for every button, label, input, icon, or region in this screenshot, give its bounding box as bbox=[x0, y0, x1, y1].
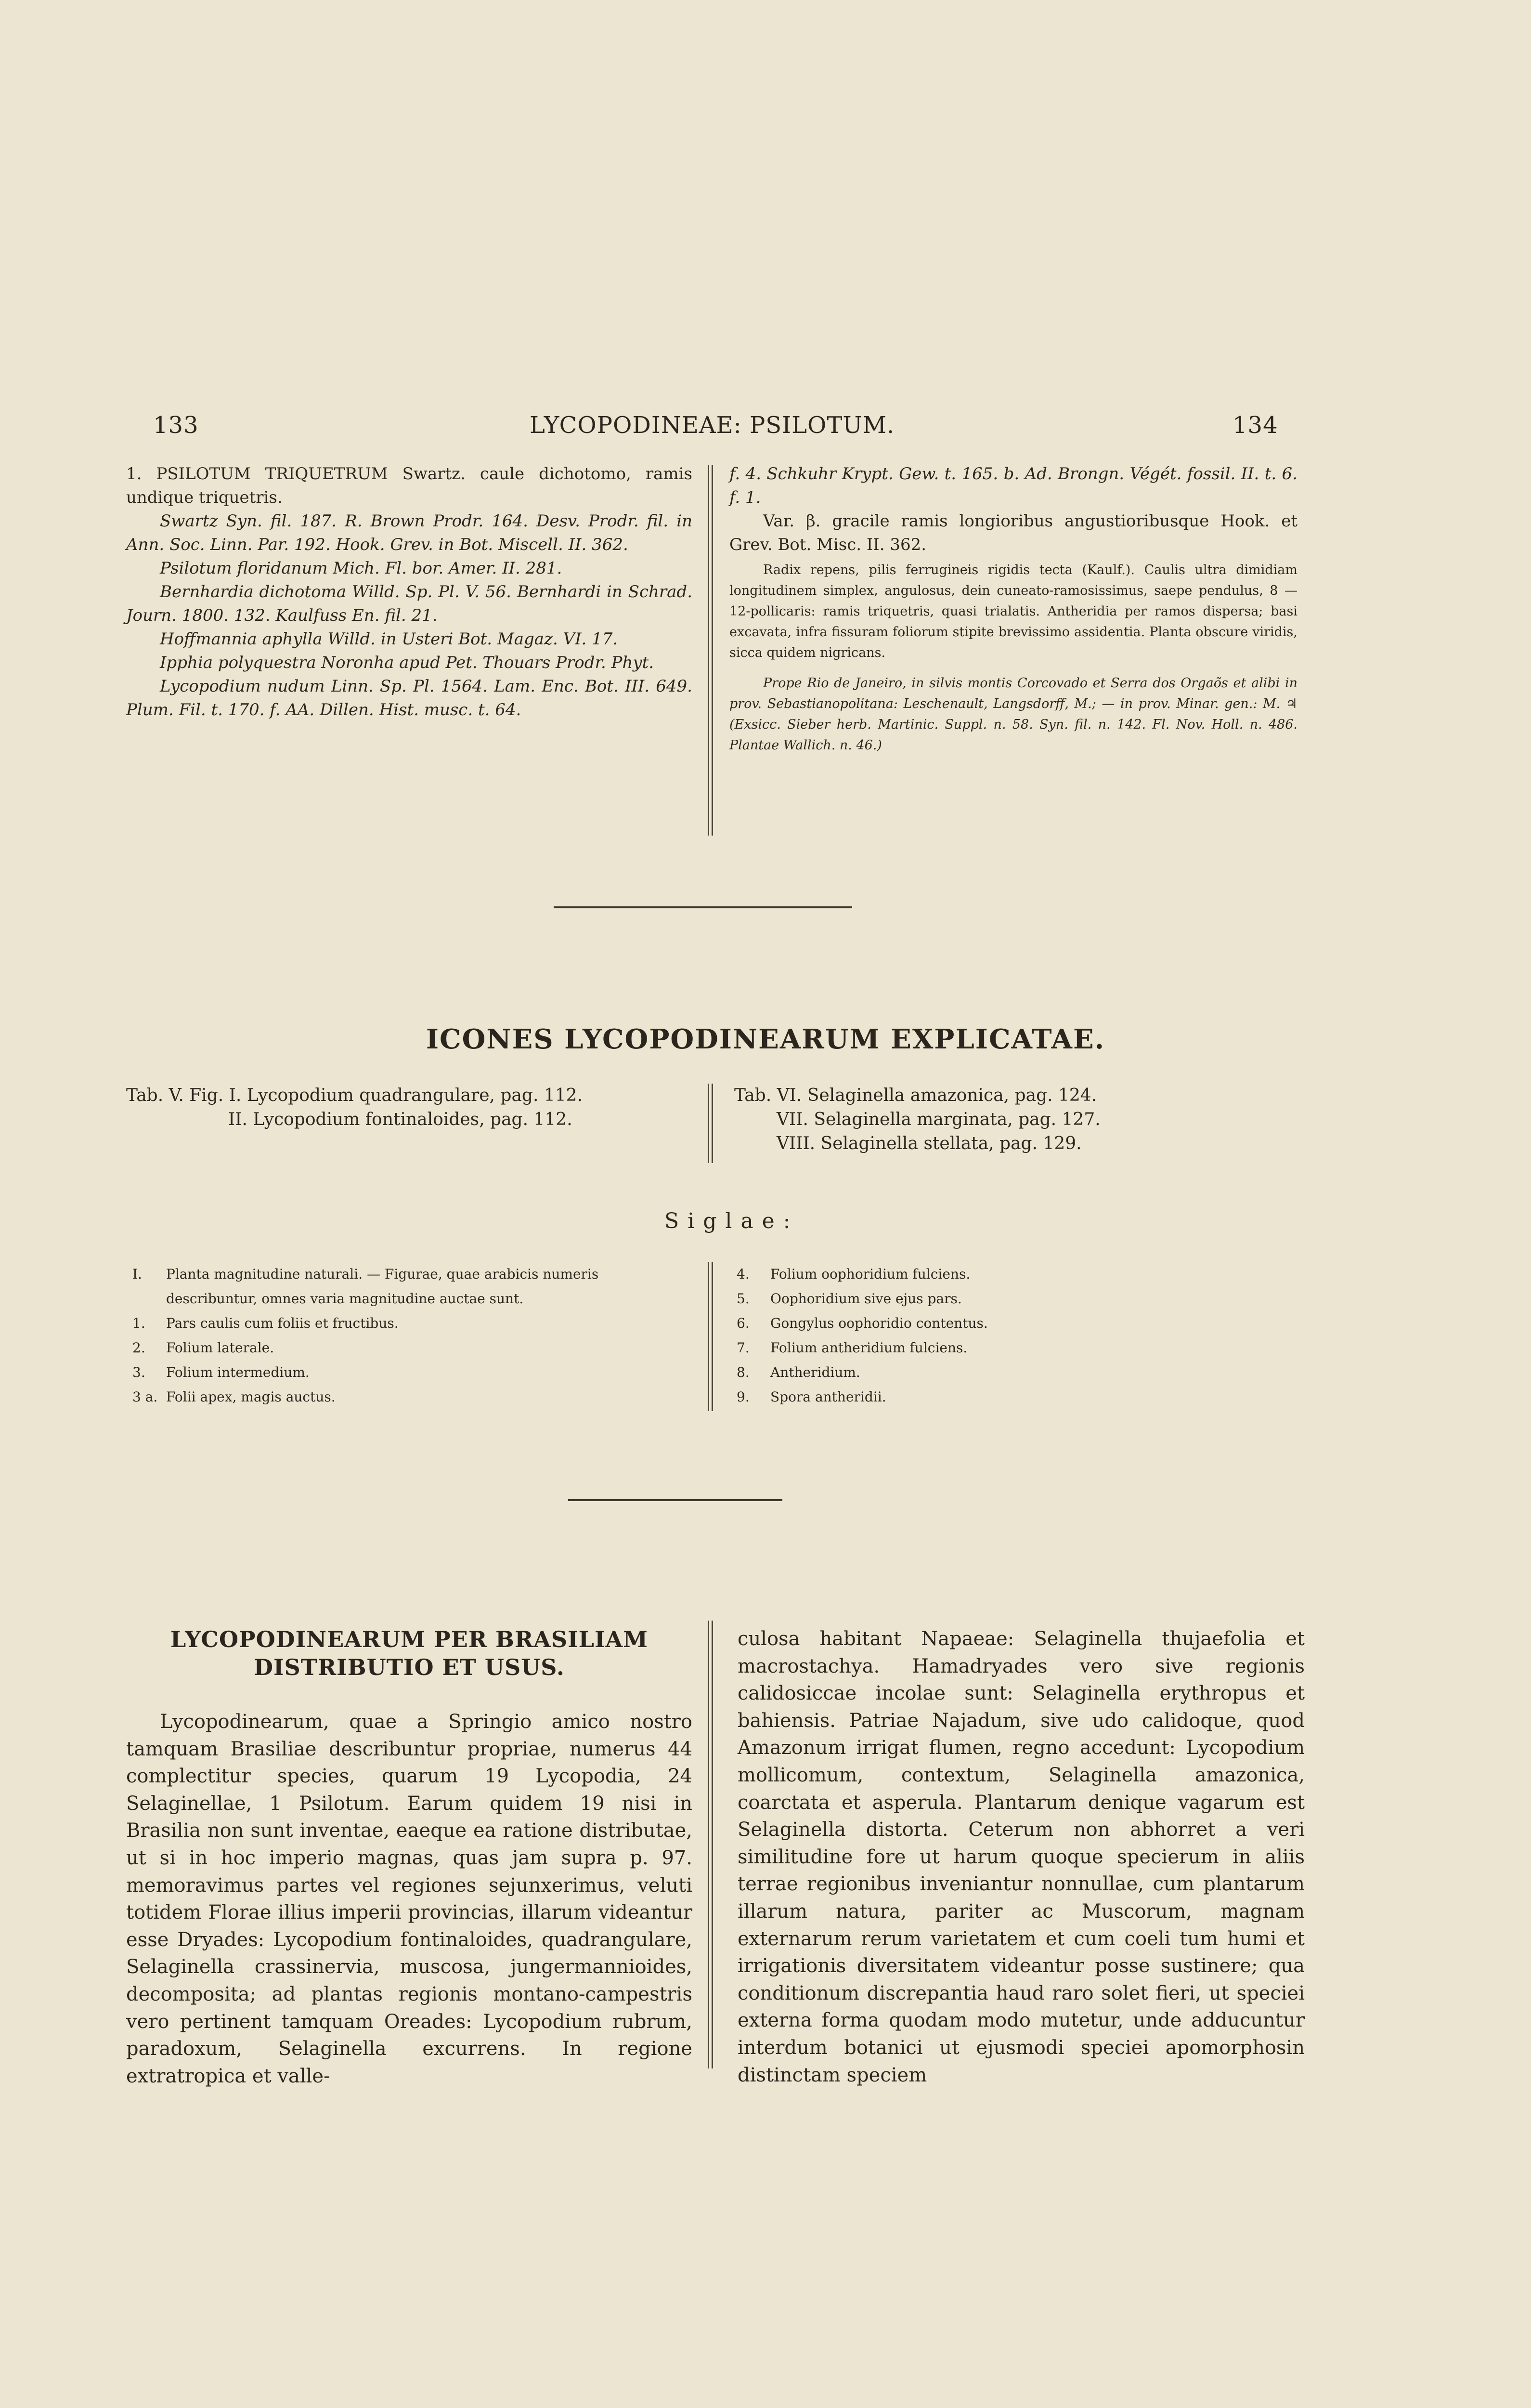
entry-ipphia: Ipphia polyquestra Noronha apud Pet. Thouars Prodr. Phyt. bbox=[160, 653, 654, 672]
sigla-row: 4. Folium oophoridium fulciens. bbox=[737, 1266, 971, 1282]
description-paragraph: Radix repens, pilis ferrugineis rigidis tecta (Kaulf.). Caulis ultra dimidiam longitudinem simplex, angulosus, dein cuneato-ramosissimus, saepe pendulus, 8 — 12-pollicaris: ramis triquetris, quasi trialatis. Antheridia per ramos dispersa; basi excavata, infra fissuram foliorum stipite brevissimo assidentia. Planta obscure viridis, sicca quidem nigricans. bbox=[729, 563, 1297, 660]
siglae-left-list bbox=[132, 1262, 696, 1409]
entry-hoffmannia: Hoffmannia aphylla Willd. in Usteri Bot. Magaz. VI. 17. bbox=[160, 629, 618, 649]
sigla-row: describuntur, omnes varia magnitudine auctae sunt. bbox=[166, 1291, 524, 1307]
sigla-row: 2. Folium laterale. bbox=[132, 1340, 274, 1356]
plates-right bbox=[734, 1084, 1101, 1156]
sigla-row: 6. Gongylus oophoridio contentus. bbox=[737, 1315, 988, 1331]
sigla-row: 3. Folium intermedium. bbox=[132, 1364, 310, 1380]
section-rule-2 bbox=[568, 1499, 782, 1501]
sigla-row: 7. Folium antheridium fulciens. bbox=[737, 1340, 968, 1356]
column-divider-body bbox=[708, 1621, 713, 2068]
entry-swartz: Swartz Syn. fil. 187. R. Brown Prodr. 164. Desv. Prodr. fil. in Ann. Soc. Linn. Par. 192. Hook. Grev. in Bot. Miscell. II. 362. bbox=[126, 511, 692, 554]
plate-tab-viii: VIII. Selaginella stellata, pag. 129. bbox=[777, 1134, 1082, 1153]
plate-tab-vii: VII. Selaginella marginata, pag. 127. bbox=[777, 1110, 1101, 1129]
plate-tab-vi: Tab. VI. Selaginella amazonica, pag. 124. bbox=[734, 1086, 1097, 1105]
plate-tab-v: Tab. V. Fig. I. Lycopodium quadrangulare, pag. 112. bbox=[126, 1086, 583, 1105]
distributio-right-column: culosa habitant Napaeae: Selaginella thujaefolia et macrostachya. Hamadryades vero sive regionis calidosiccae incolae sunt: Selaginella erythropus et bahiensis. Patriae Najadum, sive udo calidoque, quod Amazonum irrigat flumen, regno accedunt: Lycopodium mollicomum, contextum, Selaginella amazonica, coarctata et asperula. Plantarum denique vagarum est Selaginella distorta. Ceterum non abhorret a veri similitudine fore ut harum quoque specierum in aliis terrae regionibus inveniantur nonnullae, cum plantarum illarum natura, pariter ac Muscorum, magnam externarum rerum varietatem et cum coeli tum humi et irrigationis diversitatem videantur posse sustinere; qua conditionum discrepantia haud raro solet fieri, ut speciei externa forma quodam modo mutetur, unde adducuntur interdum botanici ut ejusmodi speciei apomorphosin distinctam speciem bbox=[738, 1628, 1305, 2086]
sigla-row: 8. Antheridium. bbox=[737, 1364, 860, 1380]
entry-bernhardia: Bernhardia dichotoma Willd. Sp. Pl. V. 56. Bernhardi in Schrad. Journ. 1800. 132. Kaulfuss En. fil. 21. bbox=[126, 582, 692, 625]
entry-var-gracile: Var. β. gracile ramis longioribus angustioribusque Hook. et Grev. Bot. Misc. II. 362. bbox=[729, 511, 1297, 554]
sigla-row: I. Planta magnitudine naturali. — Figurae, quae arabicis numeris bbox=[132, 1266, 599, 1282]
distributio-left-column: Lycopodinearum, quae a Springio amico nostro tamquam Brasiliae describuntur propriae, numerus 44 complectitur species, quarum 19 Lycopodia, 24 Selaginellae, 1 Psilotum. Earum quidem 19 nisi in Brasilia non sunt inventae, eaeque ea ratione distributae, ut si in hoc imperio magnas, quas jam supra p. 97. memoravimus partes vel regiones sejunxerimus, veluti totidem Florae illius imperii provincias, illarum videantur esse Dryades: Lycopodium fontinaloides, quadrangulare, Selaginella crassinervia, muscosa, jungermannioides, decomposita; ad plantas regionis montano-campestris vero pertinent tamquam Oreades: Lycopodium rubrum, paradoxum, Selaginella excurrens. In regione extratropica et valle- bbox=[126, 1711, 692, 2087]
sigla-row: 5. Oophoridium sive ejus pars. bbox=[737, 1291, 962, 1307]
column-divider-siglae bbox=[708, 1262, 713, 1411]
column-divider-top bbox=[708, 465, 713, 836]
left-top-column bbox=[126, 462, 692, 722]
sigla-row: 1. Pars caulis cum foliis et fructibus. bbox=[132, 1315, 399, 1331]
column-divider-icones bbox=[708, 1084, 713, 1163]
siglae-right-list bbox=[737, 1262, 1295, 1409]
running-title: LYCOPODINEAE: PSILOTUM. bbox=[530, 412, 895, 439]
entry-lycopodium-nudum: Lycopodium nudum Linn. Sp. Pl. 1564. Lam. Enc. Bot. III. 649. Plum. Fil. t. 170. f. AA. Dillen. Hist. musc. t. 64. bbox=[126, 677, 692, 720]
sigla-row: 3 a. Folii apex, magis auctus. bbox=[132, 1389, 336, 1405]
plates-left bbox=[126, 1084, 583, 1132]
entry-schkuhr: f. 4. Schkuhr Krypt. Gew. t. 165. b. Ad. Brongn. Végét. fossil. II. t. 6. f. 1. bbox=[729, 464, 1297, 507]
sigla-row: 9. Spora antheridii. bbox=[737, 1389, 886, 1405]
page-number-right: 134 bbox=[1233, 412, 1278, 439]
page-number-left: 133 bbox=[153, 412, 199, 439]
entry-psilotum-floridanum: Psilotum floridanum Mich. Fl. bor. Amer. II. 281. bbox=[160, 559, 562, 578]
right-top-column bbox=[729, 462, 1297, 756]
plate-fig-ii: II. Lycopodium fontinaloides, pag. 112. bbox=[228, 1110, 572, 1129]
locality-paragraph: Prope Rio de Janeiro, in silvis montis Corcovado et Serra dos Orgaõs et alibi in prov. Sebastianopolitana: Leschenault, Langsdorff, M.; — in prov. Minar. gen.: M. ♃ (Exsicc. Sieber herb. Martinic. Suppl. n. 58. Syn. fil. n. 142. Fl. Nov. Holl. n. 486. Plantae Wallich. n. 46.) bbox=[729, 676, 1297, 753]
distributio-title: LYCOPODINEARUM PER BRASILIAM DISTRIBUTIO ET USUS. bbox=[170, 1626, 649, 1680]
siglae-label: Siglae: bbox=[664, 1209, 799, 1233]
icones-title: ICONES LYCOPODINEARUM EXPLICATAE. bbox=[426, 1023, 1105, 1055]
section-rule-1 bbox=[554, 906, 852, 908]
entry-psilotum-triquetrum: 1. PSILOTUM TRIQUETRUM Swartz. caule dichotomo, ramis undique triquetris. bbox=[126, 464, 692, 507]
